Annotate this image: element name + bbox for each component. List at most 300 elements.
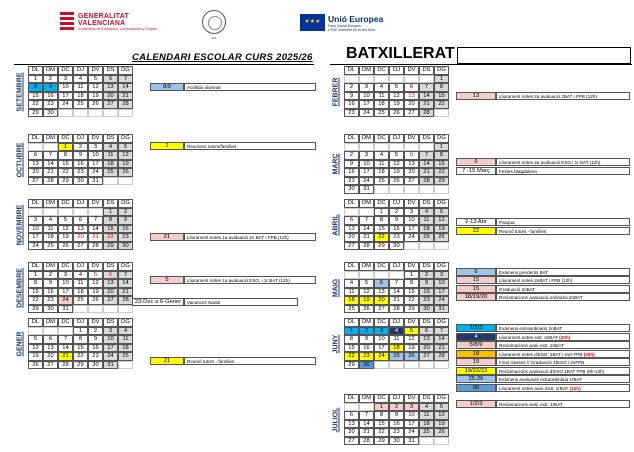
day-cell (344, 403, 359, 412)
weekday-header: DL (344, 134, 359, 143)
month-grid (344, 199, 449, 250)
event-text (184, 298, 298, 306)
month-name: MARÇ (332, 153, 340, 175)
day-cell (344, 208, 359, 217)
day-cell: 4 (43, 216, 58, 225)
day-cell: 27 (419, 352, 434, 361)
weekday-header: DM (359, 134, 374, 143)
weekday-header: DS (103, 199, 118, 208)
day-cell (419, 75, 434, 84)
day-cell: 16 (344, 100, 359, 109)
day-cell: 1 (434, 143, 449, 152)
day-cell: 1 (28, 271, 43, 280)
day-cell: 8 (434, 151, 449, 160)
weekday-header: DC (58, 134, 73, 143)
month-grid (344, 262, 449, 313)
day-cell: 3 (103, 327, 118, 336)
day-cell: 15 (73, 344, 88, 353)
day-cell: 9 (344, 160, 359, 169)
day-cell: 14 (359, 225, 374, 234)
day-cell: 20 (344, 428, 359, 437)
event-description: Lliurament notes 2a avaluació ESO i 1r BAT (12h) (499, 160, 601, 165)
month-grid (344, 66, 449, 117)
weekday-header: DS (419, 134, 434, 143)
day-cell: 1 (374, 403, 389, 412)
month-grid (344, 394, 449, 445)
day-cell (88, 305, 103, 314)
day-cell: 13 (404, 92, 419, 101)
day-cell: 12 (434, 216, 449, 225)
day-cell: 26 (88, 296, 103, 305)
month-name: ABRIL (332, 213, 340, 236)
event-row (456, 358, 630, 366)
day-cell: 22 (28, 296, 43, 305)
title-underline-left (14, 64, 314, 65)
month-name: OCTUBRE (16, 142, 24, 177)
day-cell: 26 (28, 361, 43, 370)
weekday-header: DC (374, 199, 389, 208)
day-cell: 18 (419, 420, 434, 429)
day-cell: 13 (344, 225, 359, 234)
event-row (456, 367, 630, 375)
day-cell: 15 (374, 225, 389, 234)
weekday-header: DM (359, 199, 374, 208)
day-cell: 12 (389, 160, 404, 169)
month-8 (330, 199, 452, 250)
day-cell: 9 (118, 216, 133, 225)
month-grid (28, 318, 133, 369)
weekday-header: DJ (389, 66, 404, 75)
day-cell: 12 (118, 151, 133, 160)
day-cell: 7 (359, 411, 374, 420)
event-text (496, 227, 630, 235)
event-row (456, 285, 630, 293)
event-description: Reunió tutors - famílies (499, 229, 547, 234)
day-cell: 9 (344, 92, 359, 101)
month-9 (330, 262, 452, 313)
day-cell: 13 (419, 335, 434, 344)
day-cell: 4 (389, 327, 404, 336)
weekday-header: DC (374, 318, 389, 327)
event-date: 15 (456, 285, 496, 293)
day-cell: 2 (389, 403, 404, 412)
weekday-header: DJ (73, 318, 88, 327)
day-cell: 7 (43, 151, 58, 160)
day-cell: 2 (43, 75, 58, 84)
day-cell: 3 (374, 327, 389, 336)
day-cell: 28 (43, 177, 58, 186)
day-cell (43, 327, 58, 336)
day-cell: 6 (43, 335, 58, 344)
day-cell: 10 (88, 151, 103, 160)
day-cell: 30 (419, 305, 434, 314)
day-cell (404, 361, 419, 370)
day-cell: 21 (419, 168, 434, 177)
month-grid (344, 134, 449, 194)
program-title: BATXILLERAT (346, 45, 455, 62)
day-cell: 19 (434, 225, 449, 234)
event-time-highlight: (20h) (582, 352, 595, 357)
day-cell: 31 (359, 185, 374, 194)
day-cell: 3 (404, 403, 419, 412)
day-cell: 20 (404, 168, 419, 177)
day-cell: 12 (88, 279, 103, 288)
weekday-header: DM (43, 199, 58, 208)
day-cell: 28 (88, 242, 103, 251)
day-cell: 10 (359, 92, 374, 101)
day-cell: 29 (103, 242, 118, 251)
event-description: Festes Magdalena (499, 169, 537, 174)
day-cell: 5 (389, 83, 404, 92)
day-cell: 15 (103, 225, 118, 234)
day-cell: 24 (359, 177, 374, 186)
day-cell: 25 (389, 352, 404, 361)
event-text (496, 276, 630, 284)
weekday-header: DL (28, 262, 43, 271)
day-cell: 22 (58, 168, 73, 177)
weekday-header: DM (43, 318, 58, 327)
day-cell: 21 (118, 288, 133, 297)
day-cell: 19 (389, 168, 404, 177)
month-7 (330, 134, 452, 194)
day-cell: 30 (359, 361, 374, 370)
day-cell: 18 (43, 233, 58, 242)
day-cell: 6 (404, 151, 419, 160)
weekday-header: DG (434, 262, 449, 271)
weekday-header: DV (404, 134, 419, 143)
day-cell (389, 271, 404, 280)
day-cell: 16 (389, 225, 404, 234)
generalitat-logo (60, 12, 157, 32)
event-text (496, 400, 630, 408)
weekday-header: DV (404, 199, 419, 208)
day-cell: 30 (389, 242, 404, 251)
day-cell (118, 177, 133, 186)
day-cell: 11 (118, 335, 133, 344)
event-date: 21 (150, 233, 184, 241)
day-cell: 25 (43, 242, 58, 251)
day-cell: 14 (118, 83, 133, 92)
day-cell: 29 (344, 361, 359, 370)
event-row (456, 400, 630, 408)
weekday-header: DM (43, 134, 58, 143)
day-cell: 1 (344, 327, 359, 336)
event-date: 2-13 Abr (456, 218, 496, 226)
calendar-title: CALENDARI ESCOLAR CURS 2025/26 (132, 52, 313, 63)
weekday-header: DM (359, 394, 374, 403)
day-cell: 27 (344, 242, 359, 251)
month-grid (28, 134, 133, 185)
weekday-header: DJ (73, 262, 88, 271)
weekday-header: DV (404, 262, 419, 271)
day-cell: 28 (58, 361, 73, 370)
event-row (456, 158, 630, 166)
day-cell: 29 (28, 305, 43, 314)
day-cell: 17 (58, 288, 73, 297)
day-cell: 2 (344, 151, 359, 160)
day-cell: 12 (28, 344, 43, 353)
event-text (496, 341, 630, 349)
day-cell (118, 361, 133, 370)
month-label-box (14, 318, 26, 369)
day-cell (389, 143, 404, 152)
day-cell (434, 437, 449, 446)
day-cell: 11 (374, 160, 389, 169)
event-date: 13 (456, 92, 496, 100)
day-cell: 24 (374, 352, 389, 361)
event-row (456, 92, 630, 100)
day-cell: 5 (389, 151, 404, 160)
conselleria-name: Conselleria de Educación, Universidades y Empleo (78, 26, 158, 31)
day-cell: 9 (73, 151, 88, 160)
day-cell: 21 (88, 233, 103, 242)
day-cell (374, 361, 389, 370)
weekday-header: DG (434, 394, 449, 403)
day-cell: 14 (419, 92, 434, 101)
weekday-header: DS (419, 199, 434, 208)
day-cell: 7 (419, 151, 434, 160)
day-cell: 21 (359, 233, 374, 242)
day-cell: 10 (404, 216, 419, 225)
day-cell (404, 185, 419, 194)
day-cell: 14 (419, 160, 434, 169)
weekday-header: DM (359, 262, 374, 271)
weekday-header: DG (118, 66, 133, 75)
day-cell: 29 (58, 177, 73, 186)
day-cell (359, 271, 374, 280)
month-11 (330, 394, 452, 445)
month-name: NOVEMBRE (16, 204, 24, 245)
day-cell: 7 (58, 335, 73, 344)
day-cell: 8 (28, 279, 43, 288)
day-cell (58, 208, 73, 217)
day-cell (434, 185, 449, 194)
day-cell: 30 (43, 109, 58, 118)
weekday-header: DS (419, 318, 434, 327)
day-cell: 3 (88, 143, 103, 152)
day-cell: 17 (359, 100, 374, 109)
day-cell: 11 (43, 225, 58, 234)
month-10 (330, 318, 452, 369)
event-date: 5/8/9 (456, 341, 496, 349)
event-date: 7 -15 Març (456, 167, 496, 175)
day-cell (73, 208, 88, 217)
weekday-header: DL (28, 134, 43, 143)
day-cell: 26 (88, 100, 103, 109)
day-cell: 29 (434, 177, 449, 186)
day-cell: 17 (103, 344, 118, 353)
day-cell: 25 (419, 233, 434, 242)
day-cell: 3 (58, 271, 73, 280)
day-cell: 18 (73, 92, 88, 101)
weekday-header: DV (404, 66, 419, 75)
weekday-header: DS (103, 318, 118, 327)
event-description: Lliurament notes 1a avaluació ESO, i 1r BAT (12h) (187, 278, 290, 283)
day-cell: 12 (389, 92, 404, 101)
day-cell: 27 (103, 296, 118, 305)
day-cell (118, 109, 133, 118)
day-cell (359, 208, 374, 217)
event-description: Pasqua (499, 220, 515, 225)
day-cell: 9 (389, 411, 404, 420)
day-cell: 25 (73, 296, 88, 305)
day-cell: 24 (434, 296, 449, 305)
day-cell: 27 (404, 109, 419, 118)
event-date: 6 (456, 158, 496, 166)
day-cell: 6 (419, 327, 434, 336)
day-cell (434, 361, 449, 370)
weekday-header: DM (43, 66, 58, 75)
day-cell: 11 (73, 279, 88, 288)
day-cell: 2 (73, 143, 88, 152)
day-cell (28, 208, 43, 217)
day-cell: 21 (434, 344, 449, 353)
day-cell: 3 (434, 271, 449, 280)
month-label-box (14, 199, 26, 250)
day-cell (103, 305, 118, 314)
weekday-header: DS (103, 134, 118, 143)
day-cell: 17 (88, 160, 103, 169)
day-cell: 27 (28, 177, 43, 186)
day-cell: 30 (389, 437, 404, 446)
day-cell: 27 (344, 437, 359, 446)
day-cell: 23 (118, 233, 133, 242)
day-cell (419, 437, 434, 446)
day-cell: 16 (88, 344, 103, 353)
day-cell (28, 143, 43, 152)
day-cell: 8 (374, 216, 389, 225)
weekday-header: DS (419, 262, 434, 271)
event-date: 19/22/23 (456, 367, 496, 375)
day-cell: 20 (344, 233, 359, 242)
day-cell: 19 (389, 100, 404, 109)
weekday-header: DV (88, 318, 103, 327)
day-cell: 4 (73, 271, 88, 280)
day-cell (434, 109, 449, 118)
day-cell (434, 242, 449, 251)
day-cell: 19 (28, 352, 43, 361)
day-cell: 6 (103, 271, 118, 280)
day-cell: 21 (419, 100, 434, 109)
day-cell: 24 (404, 428, 419, 437)
weekday-header: DJ (389, 318, 404, 327)
day-cell: 22 (374, 428, 389, 437)
day-cell: 21 (118, 92, 133, 101)
day-cell: 13 (344, 420, 359, 429)
event-text (496, 367, 630, 375)
day-cell: 12 (359, 288, 374, 297)
day-cell: 22 (434, 100, 449, 109)
event-text (496, 293, 630, 301)
event-date: 21 (150, 357, 184, 365)
event-description: Lliurament notes extr. 2nBAT (499, 335, 558, 340)
day-cell (359, 75, 374, 84)
weekday-header: DG (434, 318, 449, 327)
day-cell: 4 (344, 279, 359, 288)
day-cell: 22 (344, 352, 359, 361)
event-description: Exàmens pendents BAT (499, 270, 549, 275)
event-row (456, 341, 630, 349)
day-cell (88, 208, 103, 217)
day-cell: 14 (43, 160, 58, 169)
day-cell: 27 (73, 242, 88, 251)
weekday-header: DC (374, 262, 389, 271)
day-cell: 15 (404, 288, 419, 297)
event-date: 8/9 (150, 83, 184, 91)
day-cell (419, 185, 434, 194)
day-cell: 6 (374, 279, 389, 288)
day-cell: 11 (419, 216, 434, 225)
day-cell (359, 143, 374, 152)
day-cell: 2 (359, 327, 374, 336)
day-cell: 10 (434, 279, 449, 288)
day-cell: 18 (118, 344, 133, 353)
day-cell: 8 (344, 335, 359, 344)
day-cell: 24 (103, 352, 118, 361)
day-cell: 16 (359, 344, 374, 353)
day-cell: 9 (359, 335, 374, 344)
event-text (496, 92, 630, 100)
day-cell (344, 271, 359, 280)
event-description: Lliurament notes 1a avaluació 2n BAT i FPB (12h) (187, 235, 289, 240)
day-cell: 3 (404, 208, 419, 217)
day-cell: 23 (43, 296, 58, 305)
day-cell: 26 (389, 109, 404, 118)
event-date: 1/2/3 (456, 324, 496, 332)
day-cell: 15 (434, 92, 449, 101)
day-cell: 17 (28, 233, 43, 242)
event-date: 30 (456, 384, 496, 392)
day-cell: 10 (404, 411, 419, 420)
event-text (496, 350, 630, 358)
event-row (456, 350, 630, 358)
month-name: JULIOL (332, 407, 340, 432)
event-text (184, 142, 316, 150)
day-cell: 24 (58, 100, 73, 109)
day-cell: 2 (344, 83, 359, 92)
day-cell: 11 (389, 335, 404, 344)
day-cell (43, 143, 58, 152)
day-cell: 12 (58, 225, 73, 234)
event-description: Reclamacions avaluació ordinària 2nBAT (499, 295, 583, 300)
day-cell (404, 75, 419, 84)
day-cell: 21 (359, 428, 374, 437)
month-6 (330, 66, 452, 117)
eu-flag-icon: ★★★ (300, 14, 325, 31)
event-date: 15 (456, 276, 496, 284)
day-cell: 30 (88, 361, 103, 370)
day-cell: 7 (434, 327, 449, 336)
day-cell (374, 271, 389, 280)
event-date: 18 (456, 350, 496, 358)
event-description: Reclamacions avaluació d'ESO 1BAT FPB (9h-13h) (499, 369, 605, 374)
day-cell: 14 (359, 420, 374, 429)
day-cell: 16 (43, 92, 58, 101)
day-cell: 10 (359, 160, 374, 169)
day-cell: 17 (359, 168, 374, 177)
event-date: 6 (456, 268, 496, 276)
day-cell: 18 (73, 288, 88, 297)
weekday-header: DM (43, 262, 58, 271)
day-cell: 2 (389, 208, 404, 217)
day-cell: 18 (389, 344, 404, 353)
day-cell: 29 (374, 242, 389, 251)
month-label-box (14, 134, 26, 185)
day-cell: 22 (404, 296, 419, 305)
eu-slogan: L'FSE inverteix en el teu futur (328, 28, 376, 32)
day-cell: 8 (374, 411, 389, 420)
day-cell: 15 (344, 344, 359, 353)
